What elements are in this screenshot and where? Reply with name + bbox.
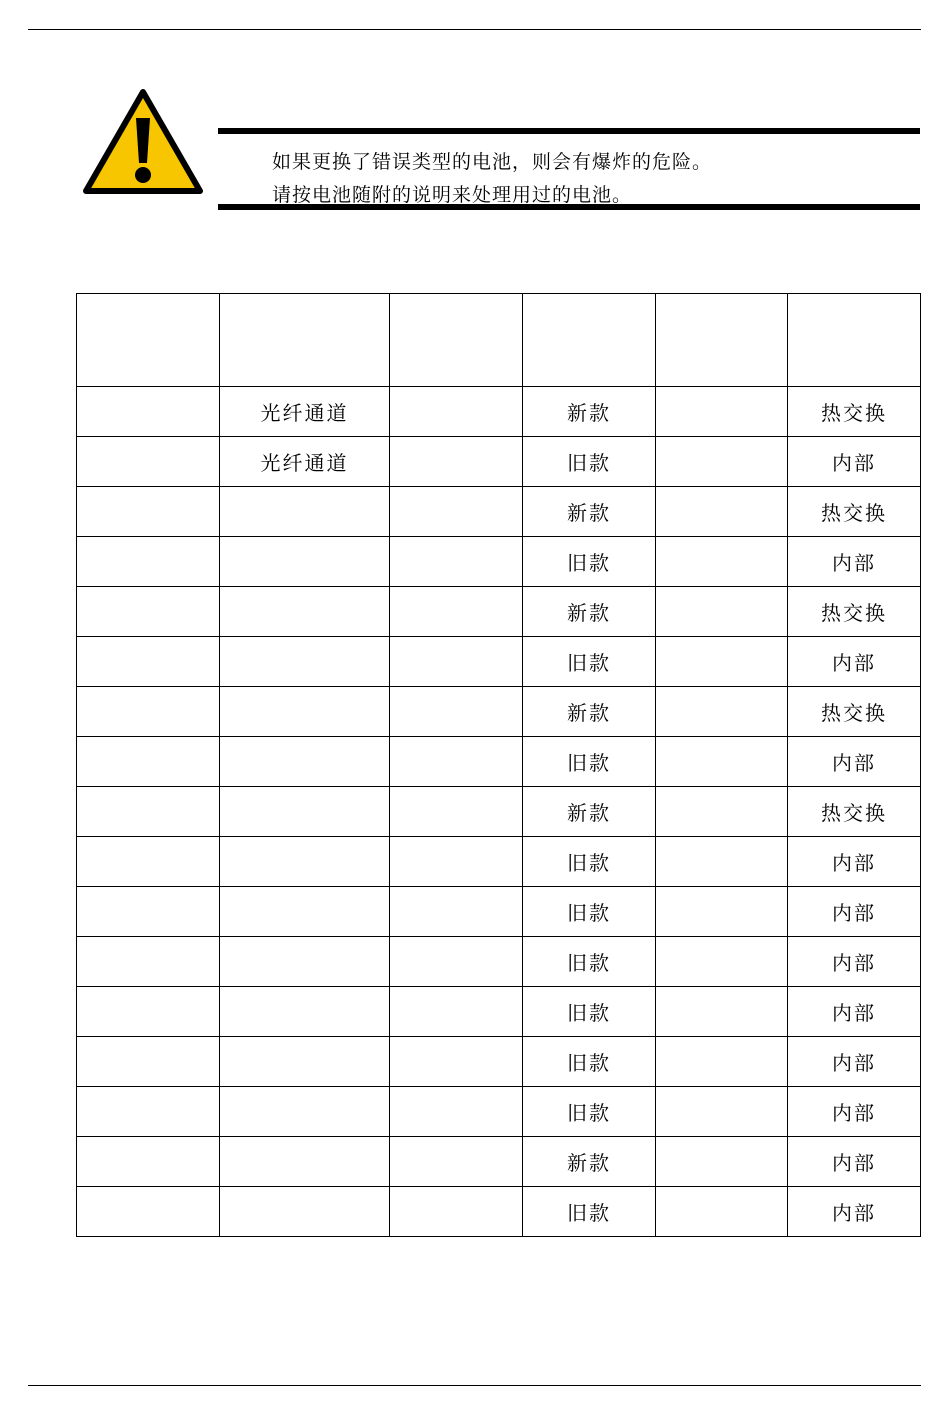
table-cell: 旧款 (523, 737, 656, 787)
table-header-cell (390, 294, 523, 387)
table-cell (220, 1137, 390, 1187)
table-cell: 新款 (523, 1137, 656, 1187)
table-row (77, 1187, 921, 1237)
warning-triangle-icon (82, 88, 204, 196)
table-cell (656, 887, 788, 937)
table-cell (77, 587, 220, 637)
table-cell (77, 1137, 220, 1187)
table-cell: 旧款 (523, 437, 656, 487)
table-cell: 热交换 (788, 587, 921, 637)
table-row (77, 687, 921, 737)
table-cell (77, 737, 220, 787)
table-cell (656, 987, 788, 1037)
table-cell (77, 387, 220, 437)
table-cell: 内部 (788, 837, 921, 887)
table-cell: 内部 (788, 437, 921, 487)
table-cell (656, 1037, 788, 1087)
table-cell: 新款 (523, 387, 656, 437)
table-cell (390, 587, 523, 637)
table-cell (656, 1187, 788, 1237)
table-cell (390, 1137, 523, 1187)
table-cell (656, 1137, 788, 1187)
table-row (77, 437, 921, 487)
table-cell (390, 987, 523, 1037)
table-row (77, 1137, 921, 1187)
table-cell (77, 487, 220, 537)
table-cell (390, 437, 523, 487)
table-row (77, 737, 921, 787)
table-cell (390, 937, 523, 987)
table-row (77, 1037, 921, 1087)
table-cell (77, 787, 220, 837)
table-row (77, 387, 921, 437)
table-row (77, 837, 921, 887)
table-cell (77, 637, 220, 687)
table-cell (390, 387, 523, 437)
table-cell (220, 637, 390, 687)
table-cell (390, 887, 523, 937)
table-row (77, 1087, 921, 1137)
table-cell (220, 987, 390, 1037)
table-cell (656, 937, 788, 987)
table-row (77, 487, 921, 537)
table-row (77, 787, 921, 837)
table-cell (220, 537, 390, 587)
table-cell (390, 737, 523, 787)
table-cell: 热交换 (788, 787, 921, 837)
table-cell: 内部 (788, 637, 921, 687)
table-cell (77, 1187, 220, 1237)
table-cell (220, 487, 390, 537)
table-cell (220, 887, 390, 937)
table-header-cell (220, 294, 390, 387)
table-cell: 光纤通道 (220, 387, 390, 437)
table-cell (220, 837, 390, 887)
table-cell (220, 787, 390, 837)
battery-table (76, 293, 921, 1237)
table-cell: 新款 (523, 787, 656, 837)
table-cell (77, 837, 220, 887)
table-cell: 内部 (788, 1137, 921, 1187)
table-row (77, 987, 921, 1037)
table-cell: 旧款 (523, 537, 656, 587)
table-cell (220, 737, 390, 787)
table-cell: 光纤通道 (220, 437, 390, 487)
table-cell: 内部 (788, 887, 921, 937)
table-header-row (77, 294, 921, 387)
warning-text-line-2: 请按电池随附的说明来处理用过的电池。 (272, 184, 633, 206)
table-cell (390, 1087, 523, 1137)
table-cell (390, 537, 523, 587)
table-cell: 内部 (788, 937, 921, 987)
table-header-cell (656, 294, 788, 387)
table-cell (390, 1187, 523, 1237)
table-row (77, 937, 921, 987)
table-cell (656, 837, 788, 887)
table-row (77, 537, 921, 587)
table-header-cell (788, 294, 921, 387)
table-cell: 新款 (523, 587, 656, 637)
table-cell (390, 787, 523, 837)
table-cell: 旧款 (523, 1037, 656, 1087)
table-cell: 热交换 (788, 387, 921, 437)
table-cell: 内部 (788, 1087, 921, 1137)
table-cell: 旧款 (523, 887, 656, 937)
table-cell (656, 387, 788, 437)
table-cell (220, 1187, 390, 1237)
table-row (77, 887, 921, 937)
table-cell (220, 1087, 390, 1137)
table-cell (220, 937, 390, 987)
table-cell (656, 687, 788, 737)
table-cell (390, 487, 523, 537)
warning-text-line-1: 如果更换了错误类型的电池，则会有爆炸的危险。 (272, 151, 713, 173)
table-cell (656, 787, 788, 837)
table-cell: 旧款 (523, 1087, 656, 1137)
table-cell (77, 537, 220, 587)
table-cell (390, 637, 523, 687)
table-cell (390, 1037, 523, 1087)
table-header-cell (77, 294, 220, 387)
table-row (77, 637, 921, 687)
battery-warning-notice (218, 128, 920, 210)
table-cell (656, 637, 788, 687)
table-cell: 旧款 (523, 937, 656, 987)
table-cell (77, 887, 220, 937)
table-cell: 热交换 (788, 687, 921, 737)
table-cell (220, 687, 390, 737)
table-cell: 旧款 (523, 1187, 656, 1237)
table-cell: 热交换 (788, 487, 921, 537)
table-cell: 旧款 (523, 837, 656, 887)
table-cell: 内部 (788, 1187, 921, 1237)
table-cell (390, 687, 523, 737)
table-cell: 新款 (523, 487, 656, 537)
table-cell: 内部 (788, 1037, 921, 1087)
table-cell (656, 1087, 788, 1137)
table-cell (77, 1087, 220, 1137)
table-cell: 新款 (523, 687, 656, 737)
table-cell (220, 1037, 390, 1087)
table-cell (656, 737, 788, 787)
table-cell: 内部 (788, 537, 921, 587)
table-header-cell (523, 294, 656, 387)
table-cell: 旧款 (523, 637, 656, 687)
top-rule (28, 29, 921, 30)
table-cell (656, 487, 788, 537)
table-cell (656, 437, 788, 487)
table-cell (656, 537, 788, 587)
table-row (77, 587, 921, 637)
table-cell (220, 587, 390, 637)
table-cell (656, 587, 788, 637)
table-cell: 旧款 (523, 987, 656, 1037)
table-cell (77, 687, 220, 737)
table-cell (77, 1037, 220, 1087)
table-cell (77, 987, 220, 1037)
bottom-rule (28, 1385, 921, 1386)
table-cell (77, 937, 220, 987)
table-cell (77, 437, 220, 487)
table-cell (390, 837, 523, 887)
table-cell: 内部 (788, 737, 921, 787)
table-cell: 内部 (788, 987, 921, 1037)
